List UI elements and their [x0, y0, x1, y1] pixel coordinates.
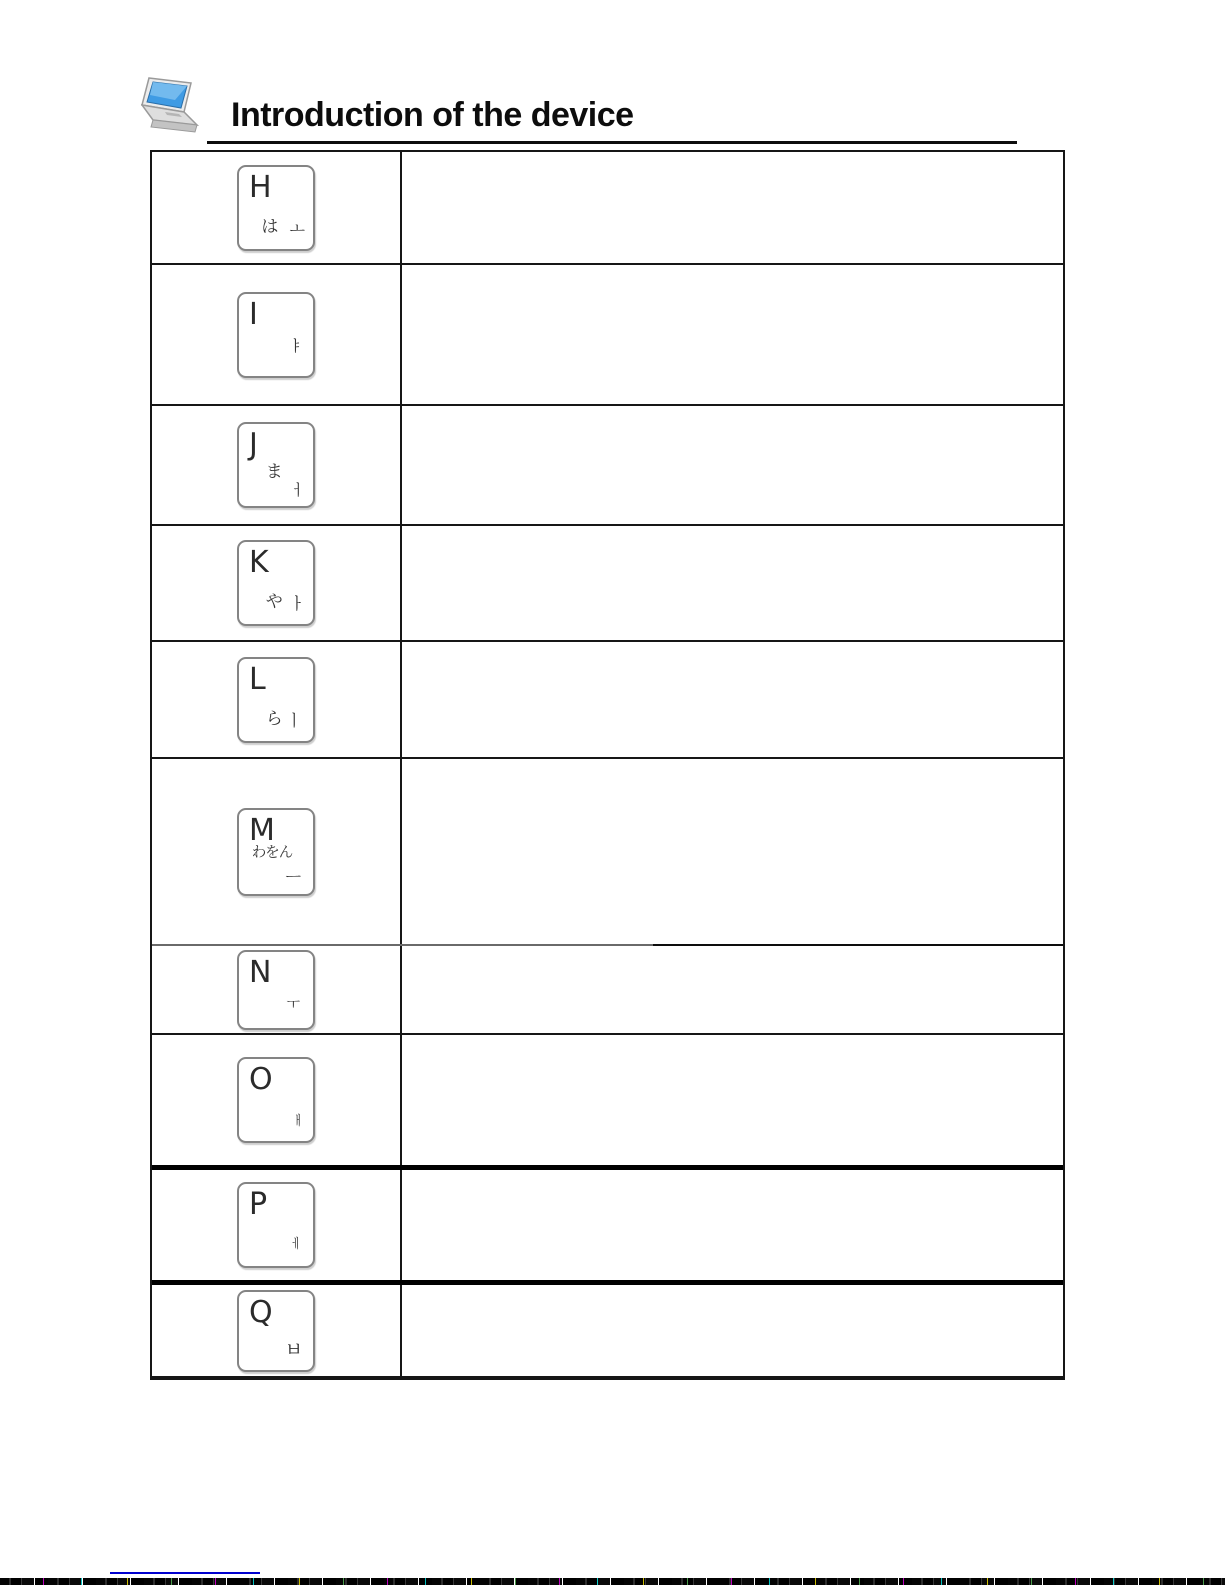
- key-jamo-label: ㅡ: [285, 867, 301, 887]
- table-row-h: [152, 152, 1063, 265]
- key-letter: L: [249, 661, 266, 697]
- table-row-m: [152, 759, 1063, 946]
- key-letter: H: [249, 169, 272, 205]
- keycap-p: [237, 1182, 315, 1268]
- key-kana-label: ら: [265, 708, 283, 728]
- description-cell: [402, 152, 1063, 263]
- key-cell: [152, 526, 402, 640]
- keycap-n: [237, 950, 315, 1030]
- keycap-q: [237, 1290, 315, 1372]
- keycap-j: [237, 422, 315, 508]
- description-cell: [402, 759, 1063, 944]
- keycap-l: [237, 657, 315, 743]
- key-kana-label: わをん: [251, 844, 293, 861]
- key-letter: Q: [249, 1294, 273, 1330]
- keycap-m: [237, 808, 315, 896]
- key-jamo-label: ㅣ: [286, 710, 302, 730]
- key-letter: P: [249, 1187, 268, 1222]
- key-reference-table: [150, 150, 1065, 1380]
- table-row-l: [152, 642, 1063, 759]
- key-cell: [152, 152, 402, 263]
- footer-blue-underline: [110, 1572, 260, 1574]
- key-letter: M: [249, 812, 275, 848]
- key-jamo-label: ㅗ: [289, 218, 305, 238]
- key-jamo-label: ㅔ: [291, 1237, 301, 1252]
- table-row-i: [152, 265, 1063, 406]
- table-row-n: [152, 946, 1063, 1035]
- key-cell: [152, 1035, 402, 1165]
- key-letter: O: [249, 1062, 273, 1097]
- laptop-icon: [141, 76, 209, 136]
- key-letter: J: [249, 427, 258, 462]
- page-title: Introduction of the device: [231, 96, 634, 134]
- description-cell: [402, 526, 1063, 640]
- key-jamo-label: ㅐ: [293, 1114, 303, 1129]
- table-row-k: [152, 526, 1063, 642]
- table-row-j: [152, 406, 1063, 526]
- table-row-o: [152, 1035, 1063, 1170]
- key-jamo-label: ㅏ: [289, 594, 305, 613]
- key-cell: [152, 1285, 402, 1376]
- key-kana-label: は: [261, 216, 279, 236]
- key-cell: [152, 406, 402, 524]
- description-cell: [402, 265, 1063, 404]
- keycap-i: [237, 292, 315, 378]
- key-jamo-label: ㅓ: [290, 481, 305, 499]
- key-cell: [152, 1170, 402, 1280]
- keycap-k: [237, 540, 315, 626]
- key-letter: N: [249, 954, 272, 990]
- key-letter: K: [249, 545, 269, 580]
- key-cell: [152, 946, 402, 1033]
- description-cell: [402, 406, 1063, 524]
- key-letter: I: [249, 296, 258, 332]
- description-cell: [402, 1035, 1063, 1165]
- title-underline: [207, 141, 1017, 144]
- key-jamo-label: ㅂ: [284, 1338, 303, 1361]
- key-cell: [152, 265, 402, 404]
- key-cell: [152, 759, 402, 944]
- table-row-p: [152, 1170, 1063, 1285]
- keycap-o: [237, 1057, 315, 1143]
- key-kana-label: や: [265, 592, 283, 611]
- keycap-h: [237, 165, 315, 251]
- description-cell: [402, 1285, 1063, 1376]
- description-cell: [402, 1170, 1063, 1280]
- table-row-q: [152, 1285, 1063, 1376]
- description-cell: [402, 642, 1063, 757]
- key-cell: [152, 642, 402, 757]
- key-jamo-label: ㅑ: [288, 336, 303, 355]
- description-cell: [402, 946, 1063, 1033]
- scan-edge-noise: [0, 1578, 1225, 1585]
- key-jamo-label: ㅜ: [286, 996, 300, 1013]
- key-kana-label: ま: [265, 462, 283, 481]
